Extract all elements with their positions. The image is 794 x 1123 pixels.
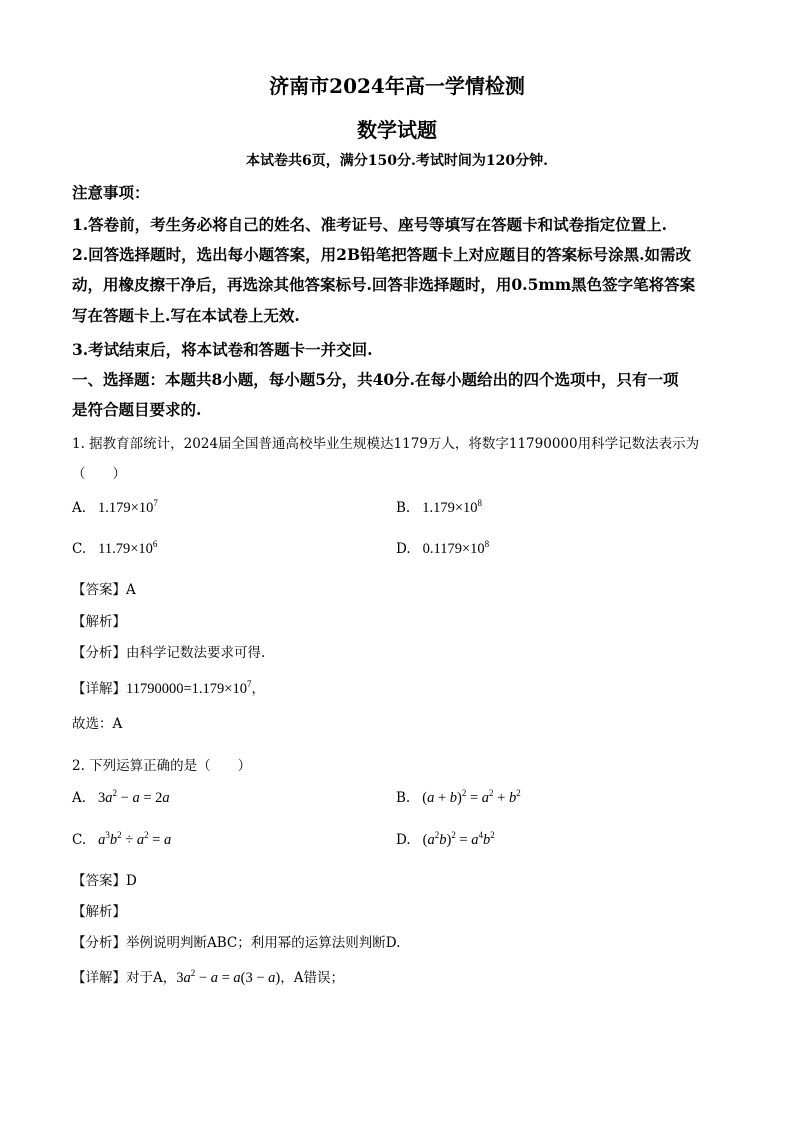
answer-value: A — [126, 582, 136, 598]
option-mantissa: 1.179 — [98, 500, 131, 516]
option-times: ×10 — [130, 500, 154, 516]
q1-stem-line-2: （ ） — [72, 466, 126, 482]
notes-item-1: 1.答卷前，考生务必将自己的姓名、准考证号、座号等填写在答题卡和试卷指定位置上. — [72, 215, 668, 234]
answer-value: D — [126, 873, 137, 889]
q2-option-b: B. $(a + b)^2 = a^2 + b^2$ — [396, 788, 521, 806]
detail-prefix: 对于A， — [126, 970, 177, 986]
option-label: A. — [72, 500, 87, 516]
option-exponent: 7 — [153, 498, 158, 508]
option-exponent: 8 — [484, 539, 490, 549]
notes-heading: 注意事项： — [72, 183, 150, 202]
fenxi-text: 由科学记数法要求可得. — [126, 645, 266, 661]
q2-detail: 【详解】对于A，$3a^2 - a = a(3 - a)$，A错误； — [72, 968, 344, 986]
q2-option-d: D. $(a^2b)^2 = a^4b^2$ — [396, 830, 495, 848]
q2-fenxi — [72, 931, 400, 951]
notes-item-3: 3.考试结束后，将本试卷和答题卡一并交回. — [72, 340, 373, 359]
q2-analysis-tag: 【解析】 — [72, 904, 126, 920]
detail-tag: 【详解】 — [72, 970, 126, 986]
detail-tag: 【详解】 — [72, 681, 126, 697]
q2-answer — [72, 869, 137, 889]
q1-option-a — [72, 500, 158, 517]
q2-option-c: C. $a^3b^2 \div a^2 = a$ — [72, 830, 172, 848]
q1-option-d — [396, 541, 489, 558]
detail-equals: = — [183, 681, 192, 697]
notes-item-2-line-3: 写在答题卡上.写在本试卷上无效. — [72, 306, 300, 325]
notes-item-2-line-2: 动，用橡皮擦干净后，再选涂其他答案标号.回答非选择题时，用0.5mm黑色签字笔将答案 — [72, 275, 696, 294]
notes-item-2-line-1: 2.回答选择题时，选出每小题答案，用2B铅笔把答题卡上对应题目的答案标号涂黑.如需改 — [72, 245, 691, 264]
option-mantissa: 11.79 — [98, 541, 131, 557]
fenxi-text: 举例说明判断ABC；利用幂的运算法则判断D. — [126, 935, 401, 951]
exam-info: 本试卷共6页，满分150分.考试时间为120分钟. — [246, 153, 548, 169]
option-mantissa: 0.1179 — [422, 541, 462, 557]
fenxi-tag: 【分析】 — [72, 935, 126, 951]
detail-lhs: 11790000 — [126, 681, 184, 697]
option-times: ×10 — [130, 541, 153, 557]
exam-title: 济南市2024年高一学情检测 — [269, 74, 525, 98]
option-label: D. — [396, 541, 411, 557]
fenxi-tag: 【分析】 — [72, 645, 126, 661]
q1-answer — [72, 578, 136, 598]
q1-choose: 故选：A — [72, 716, 123, 732]
q1-stem-line-1: 1. 据教育部统计，2024届全国普通高校毕业生规模达1179万人，将数字11790000用科学记数法表示为 — [72, 436, 700, 452]
exam-subject: 数学试题 — [357, 118, 437, 142]
option-exponent: 8 — [477, 498, 483, 508]
option-mantissa: 1.179 — [422, 500, 455, 516]
option-exponent: 6 — [152, 539, 158, 549]
q1-fenxi — [72, 641, 265, 661]
q1-option-c — [72, 541, 157, 558]
detail-comma: ， — [251, 681, 265, 697]
q1-detail — [72, 677, 265, 698]
detail-mantissa: 1.179 — [191, 681, 225, 697]
detail-exponent: 7 — [246, 679, 252, 689]
option-times: ×10 — [454, 500, 478, 516]
q1-analysis-tag: 【解析】 — [72, 614, 126, 630]
q1-option-b — [396, 500, 482, 517]
detail-suffix: ，A错误； — [280, 970, 344, 986]
answer-tag: 【答案】 — [72, 873, 126, 889]
section-heading-line-1: 一、选择题：本题共8小题，每小题5分，共40分.在每小题给出的四个选项中，只有一项 — [72, 370, 679, 389]
section-heading-line-2: 是符合题目要求的. — [72, 400, 202, 419]
option-label: B. — [396, 500, 411, 516]
q2-option-a: A. $3a^2 - a = 2a$ — [72, 788, 170, 806]
detail-times: ×10 — [224, 681, 247, 697]
option-times: ×10 — [461, 541, 485, 557]
q2-stem: 2. 下列运算正确的是（ ） — [72, 758, 252, 774]
option-label: C. — [72, 541, 87, 557]
answer-tag: 【答案】 — [72, 582, 126, 598]
